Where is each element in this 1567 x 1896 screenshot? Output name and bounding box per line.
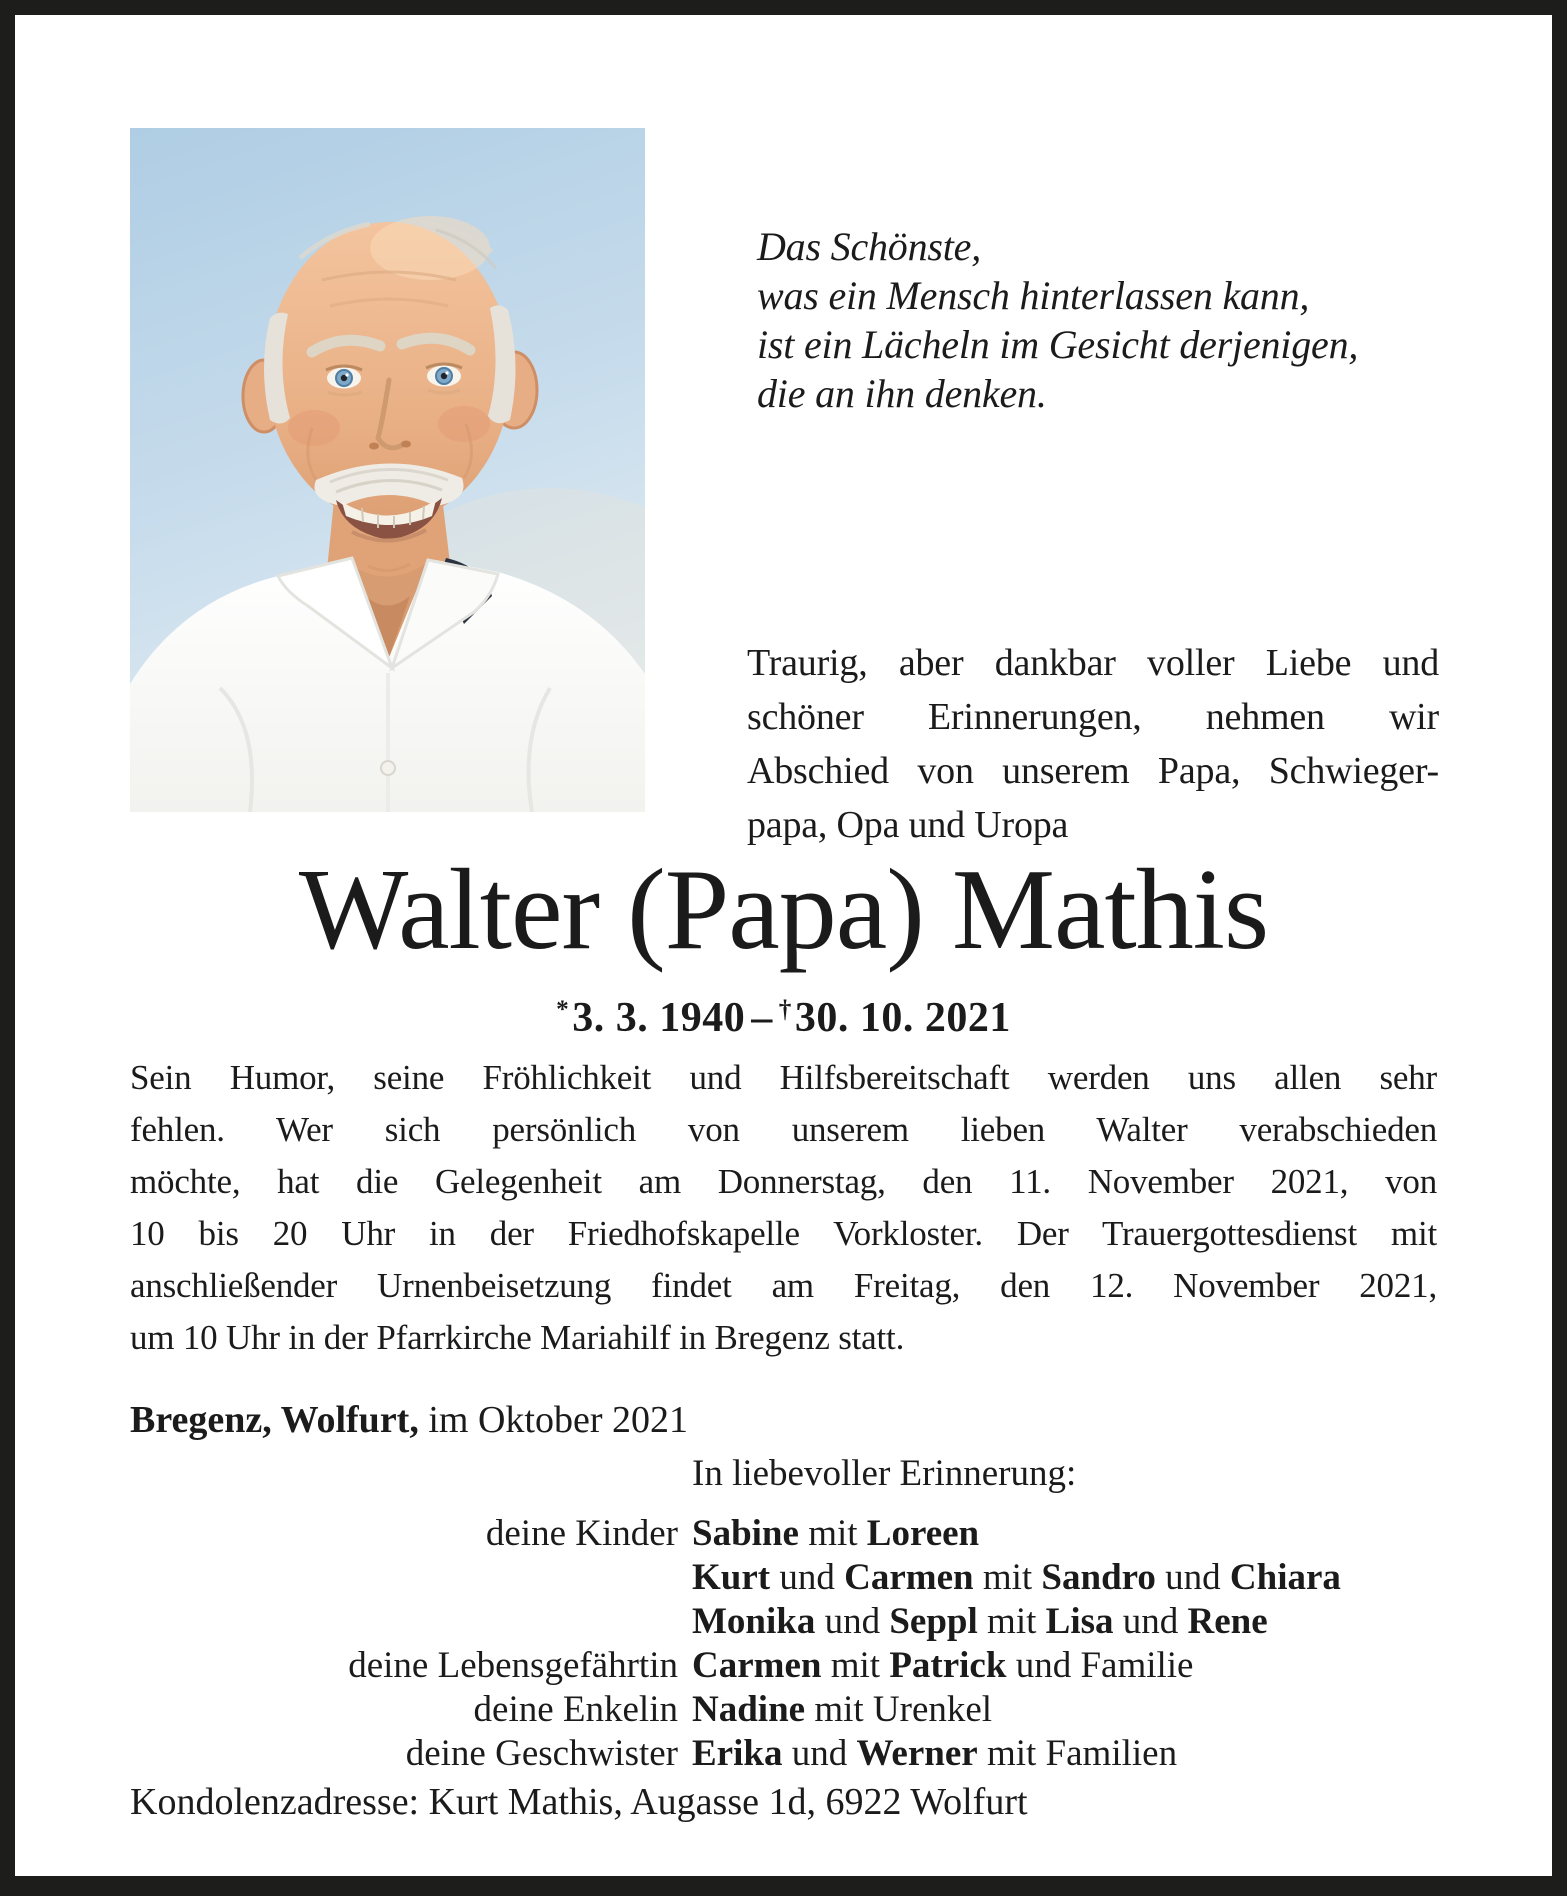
death-symbol: †: [778, 996, 792, 1024]
connector-text: mit: [798, 1513, 867, 1554]
memorial-relation-label: deine Lebensgefährtin: [348, 1645, 678, 1686]
family-member-name: Nadine: [692, 1689, 806, 1730]
dates-separator: –: [751, 995, 773, 1041]
text-line: Traurig, aber dankbar voller Liebe und: [747, 642, 1439, 684]
family-member-name: Carmen: [844, 1557, 974, 1598]
family-member-name: Carmen: [692, 1645, 822, 1686]
text-line: schöner Erinnerungen, nehmen wir: [747, 696, 1439, 738]
memorial-relation-label: deine Geschwister: [405, 1733, 678, 1774]
family-member-name: Chiara: [1229, 1557, 1341, 1598]
memorial-relation-label: deine Enkelin: [473, 1689, 678, 1730]
family-member-name: Lisa: [1045, 1601, 1114, 1642]
connector-text: und: [782, 1733, 857, 1774]
memorial-row: [130, 1512, 1437, 1556]
place-dateline: [130, 1398, 688, 1442]
life-dates: [130, 994, 1437, 1042]
deceased-name: Walter (Papa) Mathis: [298, 846, 1269, 974]
family-member-name: Seppl: [889, 1601, 978, 1642]
memorial-relation-label: [130, 1556, 678, 1600]
portrait-illustration: [130, 128, 645, 812]
birth-date: 3. 3. 1940: [572, 995, 746, 1041]
place-names: Bregenz, Wolfurt,: [130, 1399, 419, 1441]
family-member-name: Sabine: [692, 1513, 799, 1554]
text-line: Sein Humor, seine Fröhlichkeit und Hilfsbereitschaft werden uns allen sehr: [130, 1058, 1437, 1097]
family-member-name: Patrick: [889, 1645, 1007, 1686]
family-member-name: Sandro: [1041, 1557, 1156, 1598]
connector-text: mit: [821, 1645, 890, 1686]
connector-text: mit: [977, 1601, 1046, 1642]
memorial-names: [692, 1556, 1341, 1600]
family-member-name: Rene: [1187, 1601, 1268, 1642]
connector-text: und: [815, 1601, 890, 1642]
memorial-names: [692, 1688, 992, 1732]
family-member-name: Loreen: [866, 1513, 980, 1554]
text-line: fehlen. Wer sich persönlich von unserem lieben Walter verabschieden: [130, 1110, 1437, 1149]
text-line: 10 bis 20 Uhr in der Friedhofskapelle Vorkloster. Der Trauergottesdienst mit: [130, 1214, 1437, 1253]
farewell-text: [747, 636, 1439, 852]
family-member-name: Werner: [856, 1733, 978, 1774]
memorial-row: [130, 1600, 1437, 1644]
family-member-name: Monika: [692, 1601, 816, 1642]
connector-text: und Familie: [1006, 1645, 1194, 1686]
connector-text: und: [770, 1557, 845, 1598]
memorial-relation-label: deine Kinder: [485, 1513, 678, 1554]
text-line: Abschied von unserem Papa, Schwieger-: [747, 750, 1439, 792]
condolence-address: Kondolenzadresse: Kurt Mathis, Augasse 1d, 6922 Wolfurt: [130, 1781, 1028, 1823]
memorial-row: [130, 1644, 1437, 1688]
text-line: Das Schönste,: [757, 224, 982, 269]
text-line: ist ein Lächeln im Gesicht derjenigen,: [757, 322, 1359, 367]
family-member-name: Kurt: [692, 1557, 771, 1598]
text-line: anschließender Urnenbeisetzung findet am Freitag, den 12. November 2021,: [130, 1266, 1437, 1305]
text-line: was ein Mensch hinterlassen kann,: [757, 273, 1310, 318]
memorial-row: [130, 1732, 1437, 1776]
portrait-photo: [130, 128, 645, 812]
death-date: 30. 10. 2021: [794, 995, 1011, 1041]
memorial-row: [130, 1688, 1437, 1732]
memorial-heading: In liebevoller Erinnerung:: [692, 1453, 1077, 1494]
connector-text: mit: [973, 1557, 1042, 1598]
text-line: die an ihn denken.: [757, 371, 1047, 416]
text-line: papa, Opa und Uropa: [747, 804, 1069, 846]
text-line: möchte, hat die Gelegenheit am Donnerstag, den 11. November 2021, von: [130, 1162, 1437, 1201]
memorial-names: [692, 1732, 1177, 1776]
memorial-quote: [757, 222, 1358, 418]
connector-text: und: [1155, 1557, 1230, 1598]
memorial-names: [692, 1512, 979, 1556]
connector-text: mit Urenkel: [805, 1689, 993, 1730]
family-member-name: Erika: [692, 1733, 783, 1774]
birth-symbol: *: [556, 996, 570, 1024]
memorial-names: [692, 1644, 1193, 1688]
memorial-relation-label: [130, 1600, 678, 1644]
connector-text: mit Familien: [977, 1733, 1178, 1774]
connector-text: und: [1113, 1601, 1188, 1642]
memorial-names: [692, 1600, 1268, 1644]
date-text: im Oktober 2021: [418, 1399, 688, 1441]
memorial-family-list: [130, 1512, 1437, 1776]
memorial-row: [130, 1556, 1437, 1600]
announcement-text: [130, 1052, 1437, 1364]
text-line: um 10 Uhr in der Pfarrkirche Mariahilf in Bregenz statt.: [130, 1318, 905, 1357]
